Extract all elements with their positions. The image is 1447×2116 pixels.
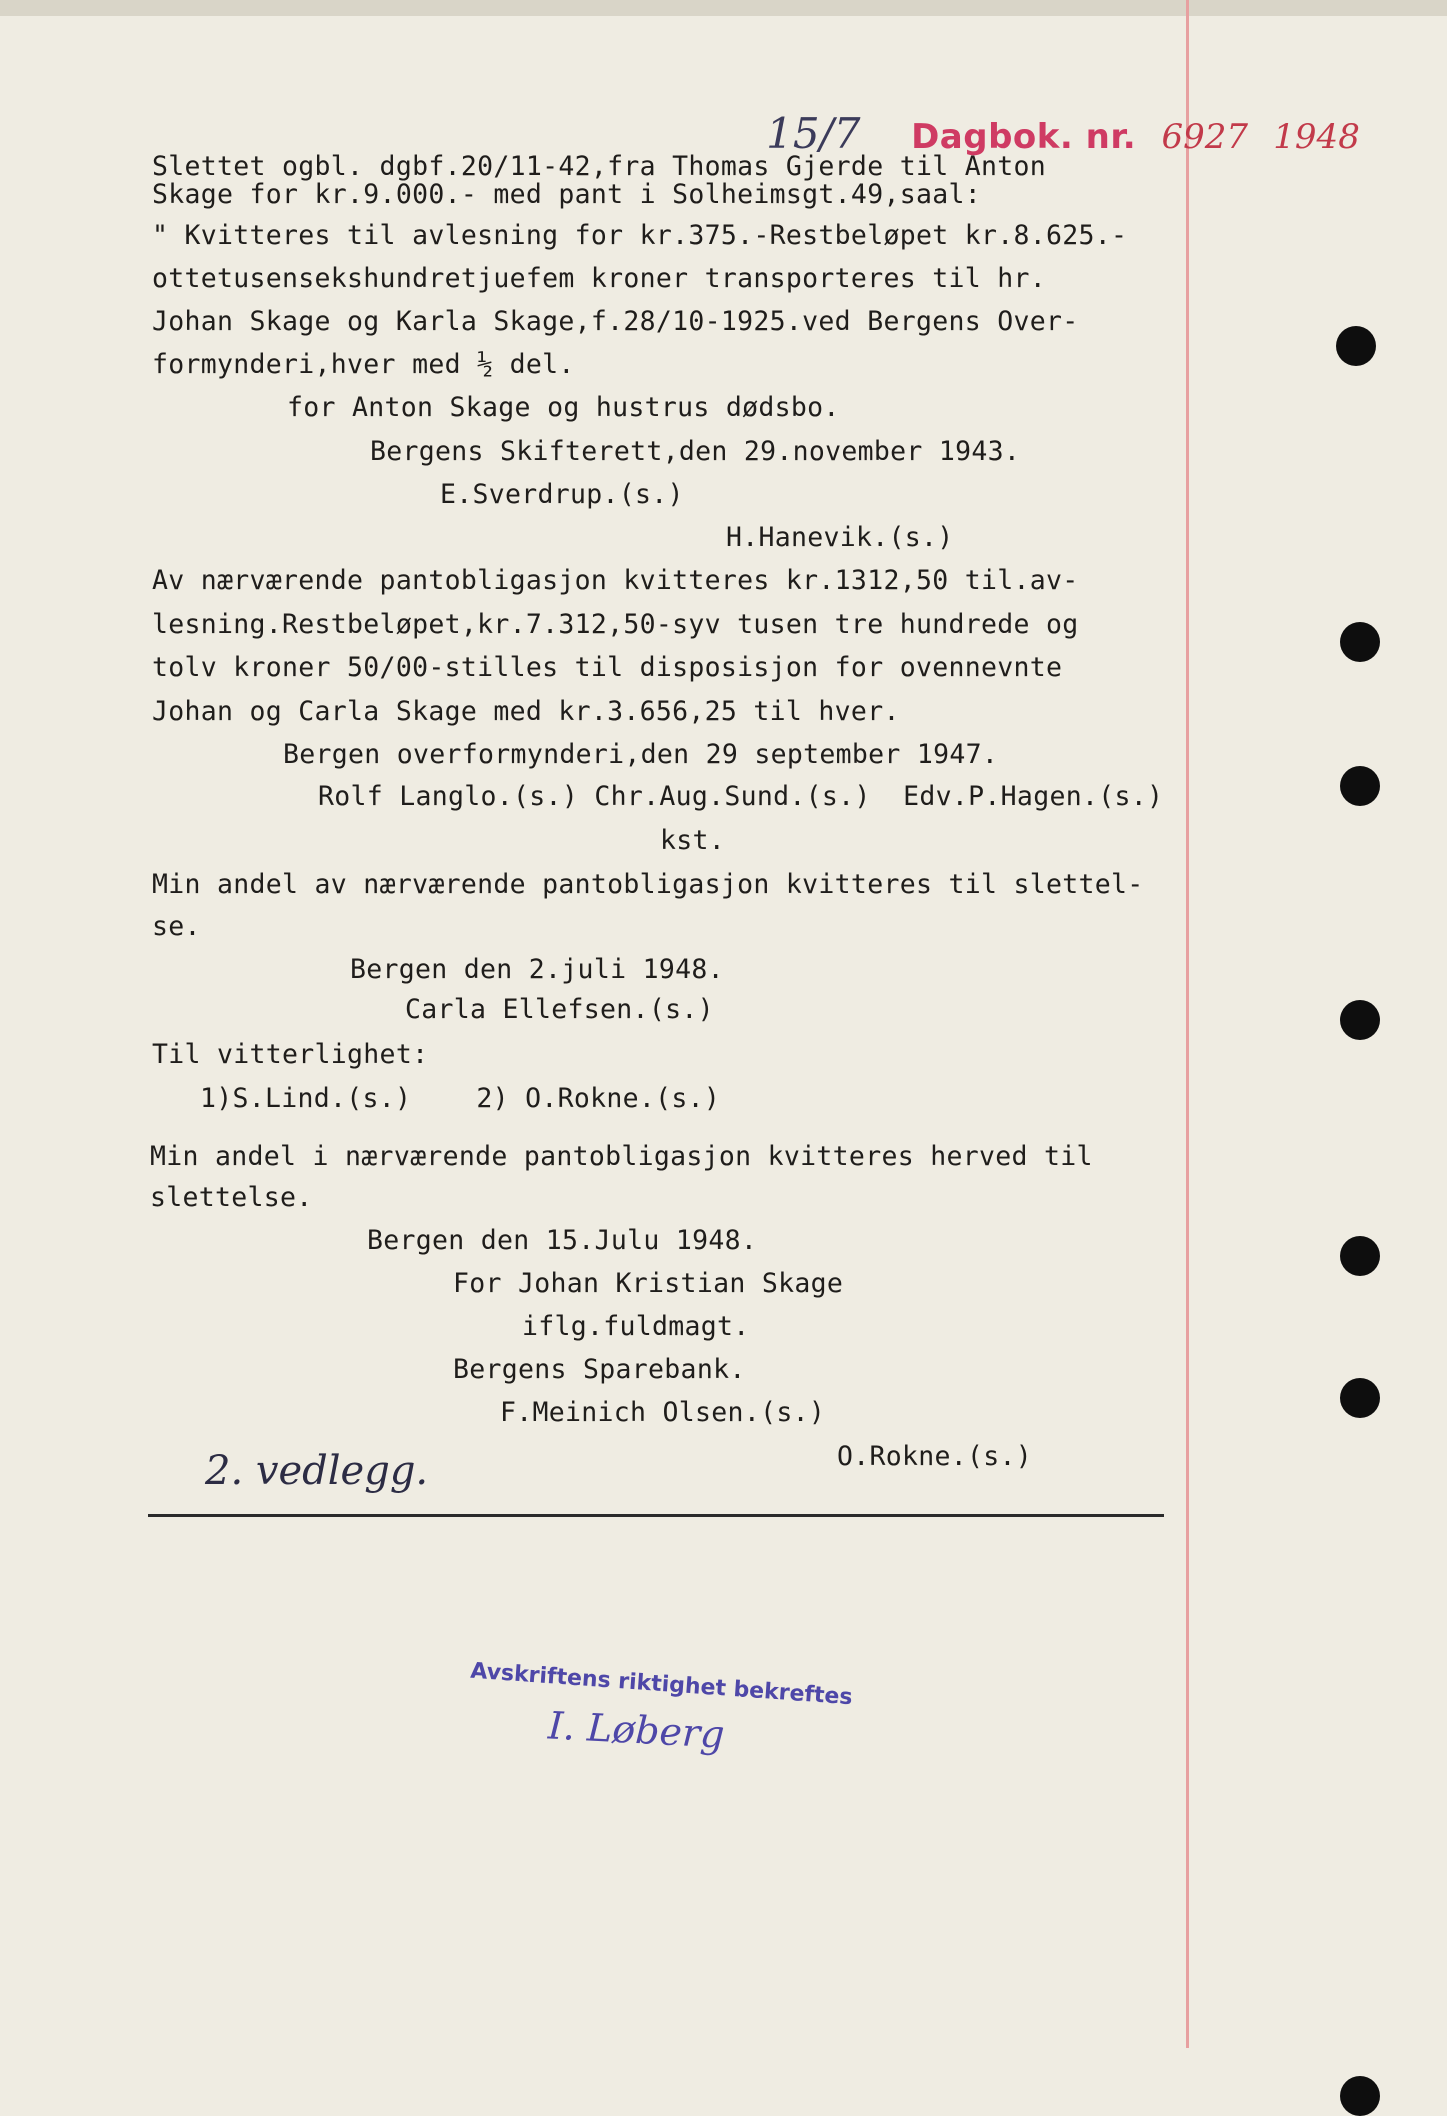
certification-signature: I. Løberg: [546, 1703, 726, 1757]
text-line: Slettet ogbl. dgbf.20/11-42,fra Thomas Gjerde til Anton: [152, 151, 1046, 182]
entry-year: 1948: [1273, 117, 1360, 157]
text-line: O.Rokne.(s.): [837, 1441, 1033, 1472]
text-line: Av nærværende pantobligasjon kvitteres kr.1312,50 til.av-: [152, 565, 1079, 596]
page-top-edge: [0, 0, 1447, 16]
text-line: for Anton Skage og hustrus dødsbo.: [287, 392, 840, 423]
text-line: slettelse.: [150, 1182, 313, 1213]
punch-hole: [1340, 1378, 1380, 1418]
text-line: Min andel i nærværende pantobligasjon kvitteres herved til: [150, 1141, 1093, 1172]
text-line: se.: [152, 911, 201, 942]
certification-stamp: Avskriftens riktighet bekreftes: [469, 1658, 854, 1711]
text-line: lesning.Restbeløpet,kr.7.312,50-syv tusen tre hundrede og: [152, 609, 1079, 640]
text-line: E.Sverdrup.(s.): [440, 479, 684, 510]
header-date: 15/7: [766, 109, 861, 158]
text-line: H.Hanevik.(s.): [726, 522, 954, 553]
text-line: For Johan Kristian Skage: [453, 1268, 844, 1299]
text-line: Johan Skage og Karla Skage,f.28/10-1925.ved Bergens Over-: [152, 306, 1079, 337]
handwritten-note: 2. vedlegg.: [205, 1448, 429, 1494]
text-line: Carla Ellefsen.(s.): [405, 994, 714, 1025]
punch-hole: [1340, 766, 1380, 806]
punch-hole: [1336, 326, 1376, 366]
text-line: Rolf Langlo.(s.) Chr.Aug.Sund.(s.) Edv.P.Hagen.(s.): [318, 781, 1164, 812]
text-line: Bergen overformynderi,den 29 september 1947.: [283, 739, 999, 770]
text-line: Til vitterlighet:: [152, 1039, 429, 1070]
text-line: " Kvitteres til avlesning for kr.375.-Restbeløpet kr.8.625.-: [152, 220, 1128, 251]
end-rule: [148, 1514, 1164, 1517]
text-line: ottetusensekshundretjuefem kroner transporteres til hr.: [152, 263, 1046, 294]
punch-hole: [1340, 1000, 1380, 1040]
text-line: Bergen den 15.Julu 1948.: [367, 1225, 758, 1256]
text-line: Bergen den 2.juli 1948.: [350, 954, 724, 985]
punch-hole: [1340, 2076, 1380, 2116]
punch-hole: [1340, 622, 1380, 662]
text-line: Bergens Skifterett,den 29.november 1943.: [370, 436, 1021, 467]
dagbok-stamp: Dagbok. nr.: [911, 117, 1137, 157]
text-line: iflg.fuldmagt.: [522, 1311, 750, 1342]
text-line: Johan og Carla Skage med kr.3.656,25 til hver.: [152, 696, 900, 727]
text-line: tolv kroner 50/00-stilles til disposisjon for ovennevnte: [152, 652, 1063, 683]
text-line: Bergens Sparebank.: [453, 1354, 746, 1385]
punch-hole: [1340, 1236, 1380, 1276]
text-line: Min andel av nærværende pantobligasjon kvitteres til slettel-: [152, 869, 1144, 900]
text-line: kst.: [660, 825, 726, 856]
text-line: 1)S.Lind.(s.) 2) O.Rokne.(s.): [200, 1083, 721, 1114]
red-margin-line: [1186, 0, 1189, 2048]
text-line: formynderi,hver med ½ del.: [152, 349, 575, 380]
entry-number: 6927: [1161, 117, 1248, 157]
text-line: Skage for kr.9.000.- med pant i Solheimsgt.49,saal:: [152, 179, 981, 210]
text-line: F.Meinich Olsen.(s.): [500, 1397, 826, 1428]
